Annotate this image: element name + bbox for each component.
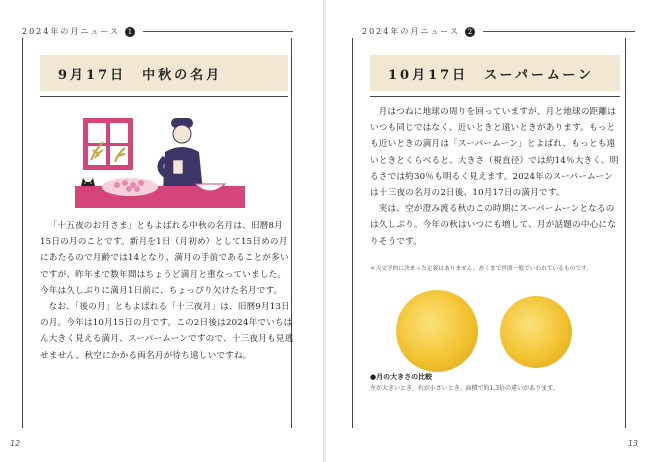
paragraph: 「十五夜のお月さま」ともよばれる中秋の名月は、旧暦8月15日の月のことです。新月を1日（月初め）として15日めの月にあたるので月齢では14となり、満月の手前であることが多いですが、昨年まで数年間はちょうど満月と重なっていました。今年は久しぶりに満月1日前に、ちょっぴり欠けた名月です。 [40, 221, 289, 296]
article-title-box [40, 55, 288, 91]
header-text: 2024年の月ニュース [22, 27, 120, 36]
paragraph: なお、「後の月」ともよばれる「十三夜月」は、旧暦9月13日の月。今年は10月15日の月です。この2日後は2024年でいちばん大きく見える満月、スーパームーンですので、十三夜月も見逃せません。秋空にかかる両名月が待ち遠しいですね。 [40, 302, 294, 361]
article-title: 10月17日 スーパームーン [388, 67, 594, 83]
caption-title: ●月の大きさの比較 [370, 372, 433, 381]
article-title-box [370, 55, 620, 91]
article-body [40, 218, 294, 364]
table-shape [75, 186, 245, 208]
article-body [370, 104, 620, 250]
page-header [22, 26, 293, 37]
header-badge: 1 [125, 27, 135, 37]
header-rule [143, 31, 293, 32]
title-divider [40, 96, 288, 97]
header-text: 2024年の月ニュース [362, 27, 460, 36]
small-moon-image [500, 296, 572, 368]
page-number: 12 [10, 439, 21, 448]
title-divider [370, 96, 620, 97]
right-page [326, 0, 650, 462]
page-header [362, 26, 635, 37]
moon-viewing-illustration [75, 108, 245, 208]
large-moon-image [396, 290, 478, 372]
page-number: 13 [627, 439, 638, 448]
left-page [0, 0, 324, 462]
paragraph: 月はつねに地球の周りを回っていますが、月と地球の距離はいつも同じではなく、近いときと遠いときがあります。もっとも近いときの満月は「スーパームーン」とよばれ、もっとも遠いときとくらべると、大きさ（視直径）では約14％大きく、明るさでは約30％も明るく見えます。2024年のスーパームーンは十三夜の名月の2日後、10月17日の満月です。 [370, 107, 619, 199]
caption-text: 左が大きいとき、右が小さいとき。面積で約1.3倍の違いがあります。 [370, 385, 559, 392]
footnote: ＊天文学的に決まった定義はありません。あくまで世間一般でいわれているものです。 [370, 266, 593, 272]
paragraph: 実は、空が澄み渡る秋のこの時期にスーパームーンとなるのは久しぶり。今年の秋はいつにも増して、月が話題の中心になりそうです。 [370, 204, 617, 247]
header-rule [483, 31, 635, 32]
article-title: 9月17日 中秋の名月 [58, 67, 223, 83]
header-badge: 2 [465, 27, 475, 37]
